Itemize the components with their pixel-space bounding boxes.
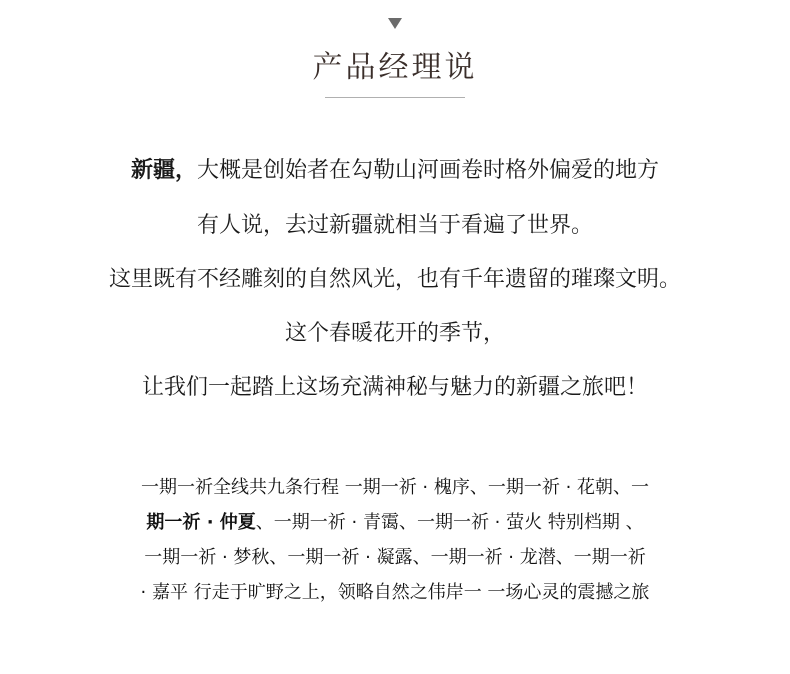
intro-line-1-text: 大概是创始者在勾勒山河画卷时格外偏爱的地方 [197, 158, 660, 183]
itinerary-line-3: 一期一祈 · 梦秋、一期一祈 · 凝露、一期一祈 · 龙潜、一期一祈 [144, 547, 646, 568]
itinerary-line-1: 一期一祈全线共九条行程 一期一祈 · 槐序、一期一祈 · 花朝、一 [140, 477, 650, 498]
title-divider [325, 97, 465, 98]
intro-line-3: 这里既有不经雕刻的自然风光，也有千年遗留的璀璨文明。 [108, 267, 681, 292]
itinerary-line-4: · 嘉平 行走于旷野之上，领略自然之伟岸一 一场心灵的震撼之旅 [140, 582, 650, 603]
intro-line-2: 有人说，去过新疆就相当于看遍了世界。 [196, 213, 593, 238]
down-arrow-icon [388, 18, 402, 29]
page-title: 产品经理说 [312, 50, 478, 85]
itinerary-line-2-text: 、一期一祈 · 青霭、一期一祈 · 萤火 特别档期 、 [255, 512, 644, 533]
itinerary-line-2 [0, 510, 790, 536]
intro-line-1-bold: 新疆， [130, 158, 197, 183]
intro-line-4: 这个春暖花开的季节， [284, 321, 505, 346]
itinerary-line-2-bold: 期一祈 · 仲夏 [146, 512, 256, 533]
intro-line-5: 让我们一起踏上这场充满神秘与魅力的新疆之旅吧！ [141, 375, 648, 400]
intro-line-1 [0, 156, 790, 186]
